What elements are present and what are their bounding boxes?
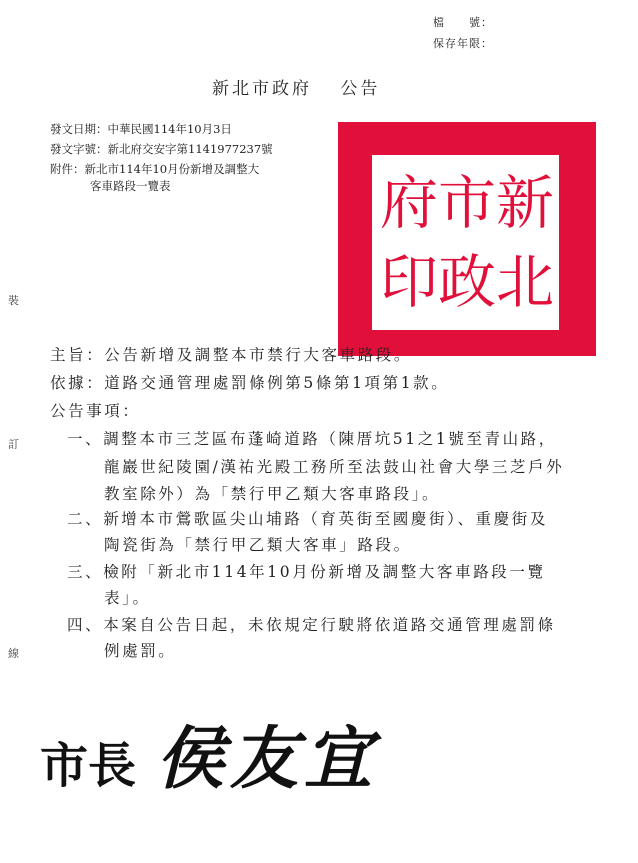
items-heading: 公告事項： xyxy=(50,402,141,420)
item-2-line-1: 二、新增本市鶯歌區尖山埔路（育英街至國慶街）、重慶街及 xyxy=(67,510,548,528)
document-title: 新北市政府 公告 xyxy=(212,79,381,99)
item-1-line-1: 一、調整本市三芝區布蓬崎道路（陳厝坑51之1號至青山路， xyxy=(67,430,557,448)
attachment-line-2: 客車路段一覽表 xyxy=(90,179,171,193)
official-seal xyxy=(338,122,596,356)
item-4-line-1: 四、本案自公告日起，未依規定行駛將依道路交通管理處罰條 xyxy=(67,616,556,634)
item-4-line-2: 例處罰。 xyxy=(104,642,177,660)
document-number: 發文字號：新北府交安字第1141977237號 xyxy=(50,142,273,156)
item-3-line-2: 表」。 xyxy=(104,589,151,607)
margin-mark-bind: 裝 xyxy=(8,294,19,307)
subject: 主旨：公告新增及調整本市禁行大客車路段。 xyxy=(50,346,413,364)
attachment-line-1: 附件：新北市114年10月份新增及調整大 xyxy=(50,162,260,176)
item-2-line-2: 陶瓷街為「禁行甲乙類大客車」路段。 xyxy=(104,536,412,554)
retention-period-label: 保存年限： xyxy=(433,37,493,50)
margin-mark-staple: 訂 xyxy=(8,438,19,451)
signature-title: 市長 xyxy=(40,738,137,794)
item-1-line-3: 教室除外）為「禁行甲乙類大客車路段」。 xyxy=(104,485,441,503)
item-1-line-2: 龍巖世紀陵園/漢祐光殿工務所至法鼓山社會大學三芝戶外 xyxy=(104,458,565,476)
file-number-label: 檔 號： xyxy=(433,16,493,29)
issue-date: 發文日期：中華民國114年10月3日 xyxy=(50,122,232,136)
mayor-signature: 侯友宜 xyxy=(156,719,379,799)
signature-block xyxy=(40,705,378,802)
seal-lettering: 府 市 新 印 政 北 xyxy=(380,168,555,317)
item-3-line-1: 三、檢附「新北市114年10月份新增及調整大客車路段一覽 xyxy=(67,563,546,581)
basis: 依據：道路交通管理處罰條例第5條第1項第1款。 xyxy=(50,374,450,392)
margin-mark-line: 線 xyxy=(8,647,19,660)
